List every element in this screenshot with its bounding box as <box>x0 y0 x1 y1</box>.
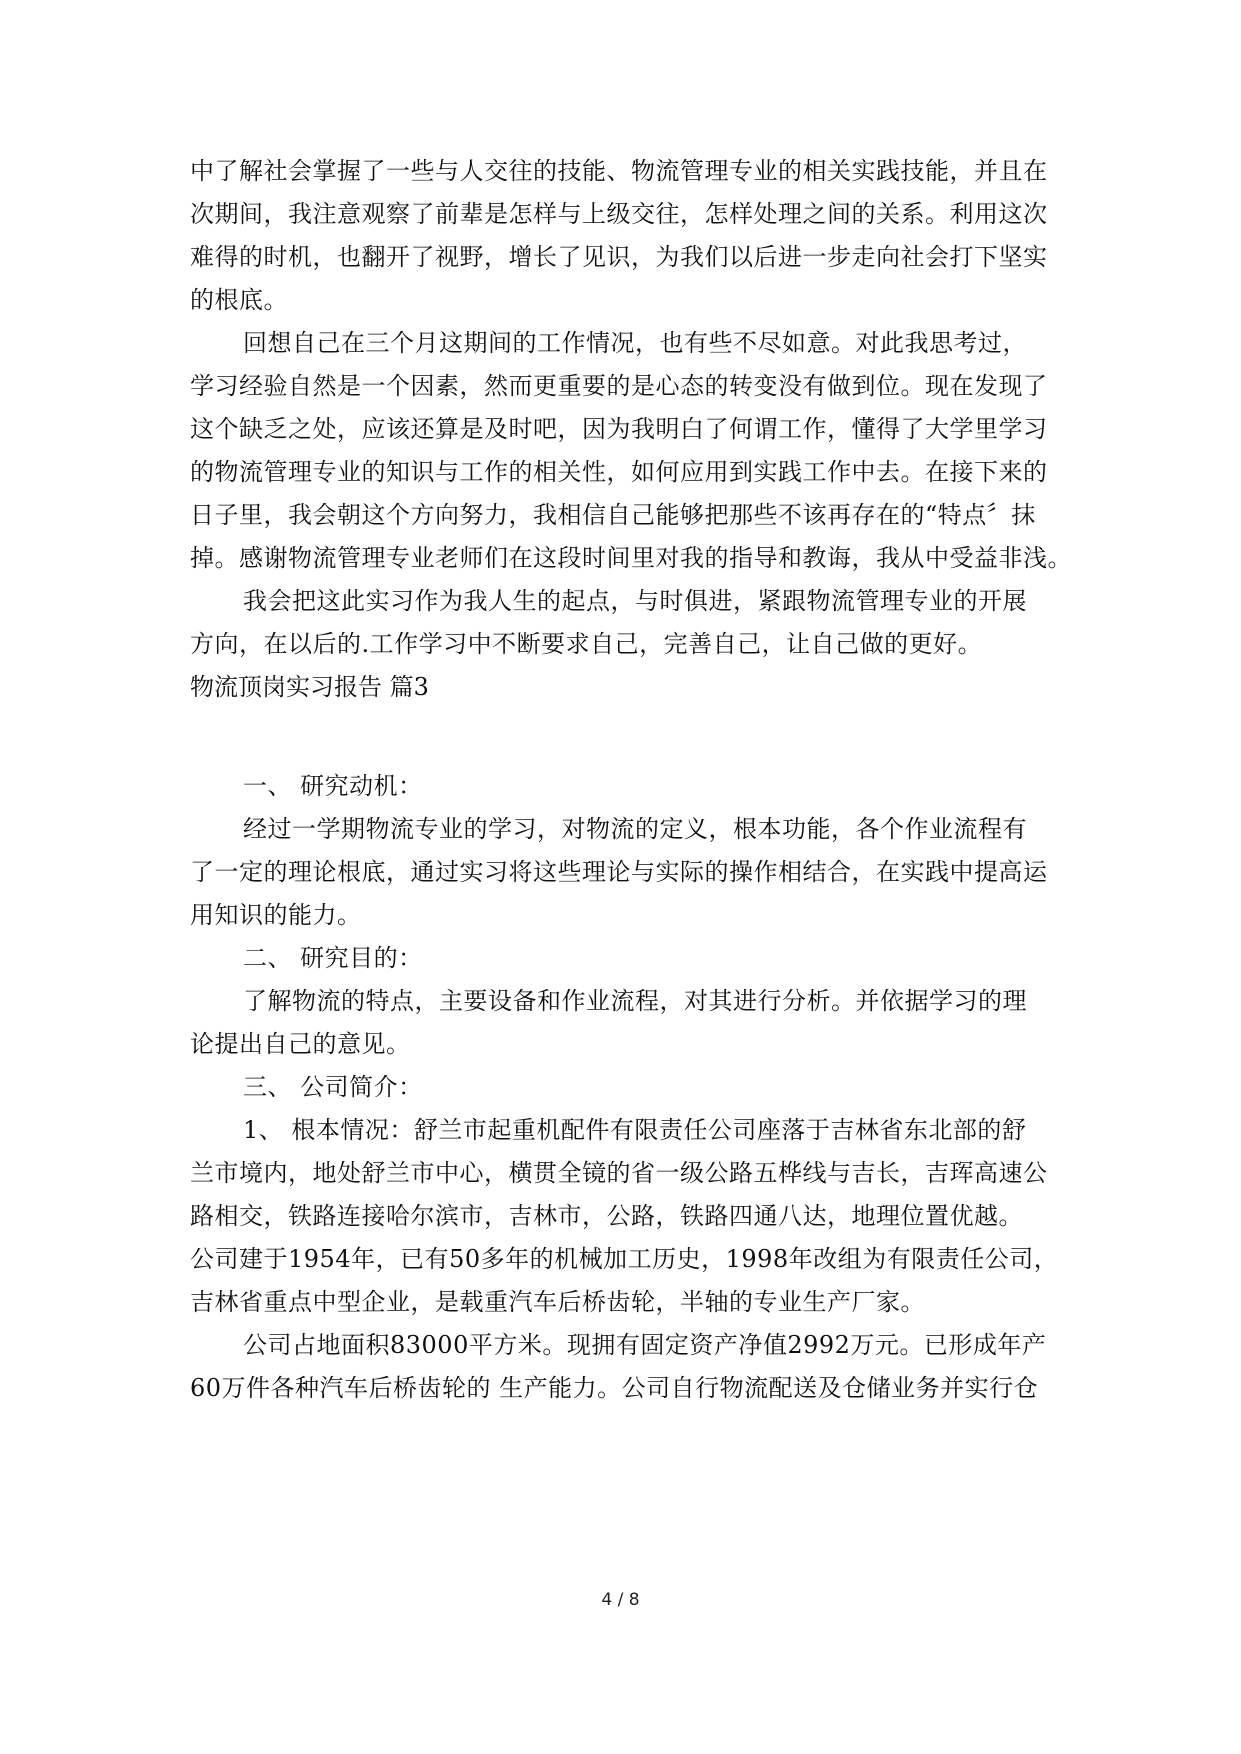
text-line: 学习经验自然是一个因素，然而更重要的是心态的转变没有做到位。现在发现了 <box>190 372 1048 400</box>
page-number: 4 / 8 <box>601 1590 640 1610</box>
text-line: 方向，在以后的.工作学习中不断要求自己，完善自己，让自己做的更好。 <box>190 630 983 658</box>
text-line: 中了解社会掌握了一些与人交往的技能、物流管理专业的相关实践技能，并且在 <box>190 157 1048 185</box>
paragraph <box>190 808 1050 937</box>
text-line: 日子里，我会朝这个方向努力，我相信自己能够把那些不该再存在的“特点〞抹 <box>190 501 1036 529</box>
text-line: 论提出自己的意见。 <box>190 1030 411 1058</box>
text-line: 的根底。 <box>190 286 288 314</box>
text-line: 兰市境内，地处舒兰市中心，横贯全镜的省一级公路五桦线与吉长，吉珲高速公 <box>190 1159 1048 1187</box>
text-line: 1、 根本情况：舒兰市起重机配件有限责任公司座落于吉林省东北部的舒 <box>243 1116 1027 1144</box>
text-line: 了一定的理论根底，通过实习将这些理论与实际的操作相结合，在实践中提高运 <box>190 858 1048 886</box>
text-line: 路相交，铁路连接哈尔滨市，吉林市，公路，铁路四通八达，地理位置优越。 <box>190 1202 1023 1230</box>
blank-space <box>190 709 1050 765</box>
paragraph <box>190 580 1050 666</box>
paragraph <box>190 1109 1059 1324</box>
text-line: 经过一学期物流专业的学习，对物流的定义，根本功能，各个作业流程有 <box>243 815 1027 843</box>
text-line: 难得的时机，也翻开了视野，增长了见识，为我们以后进一步走向社会打下坚实 <box>190 243 1048 271</box>
section-heading: 二、 研究目的： <box>243 944 423 972</box>
text-line: 我会把这此实习作为我人生的起点，与时俱进，紧跟物流管理专业的开展 <box>243 587 1027 615</box>
text-line: 60万件各种汽车后桥齿轮的 生产能力。公司自行物流配送及仓储业务并实行仓 <box>190 1374 1039 1402</box>
paragraph <box>190 150 1050 322</box>
text-line: 回想自己在三个月这期间的工作情况，也有些不尽如意。对此我思考过， <box>243 329 1027 357</box>
text-line: 公司占地面积83000平方米。现拥有固定资产净值2992万元。已形成年产 <box>243 1331 1047 1359</box>
text-line: 公司建于1954年，已有50多年的机械加工历史，1998年改组为有限责任公司， <box>190 1245 1059 1273</box>
text-line: 了解物流的特点，主要设备和作业流程，对其进行分析。并依据学习的理 <box>243 987 1027 1015</box>
text-line: 吉林省重点中型企业，是载重汽车后桥齿轮，半轴的专业生产厂家。 <box>190 1288 925 1316</box>
text-line: 的物流管理专业的知识与工作的相关性，如何应用到实践工作中去。在接下来的 <box>190 458 1048 486</box>
document-body <box>190 150 1072 1410</box>
paragraph <box>190 980 1050 1066</box>
text-line: 用知识的能力。 <box>190 901 362 929</box>
section-heading: 一、 研究动机： <box>243 772 423 800</box>
text-line: 这个缺乏之处，应该还算是及时吧，因为我明白了何谓工作，懂得了大学里学习 <box>190 415 1048 443</box>
paragraph <box>190 322 1072 580</box>
section-heading: 三、 公司简介： <box>243 1073 423 1101</box>
section-title: 物流顶岗实习报告 篇3 <box>190 673 429 701</box>
text-line: 次期间，我注意观察了前辈是怎样与上级交往，怎样处理之间的关系。利用这次 <box>190 200 1048 228</box>
paragraph <box>190 1324 1050 1410</box>
text-line: 掉。感谢物流管理专业老师们在这段时间里对我的指导和教诲，我从中受益非浅。 <box>190 544 1072 572</box>
